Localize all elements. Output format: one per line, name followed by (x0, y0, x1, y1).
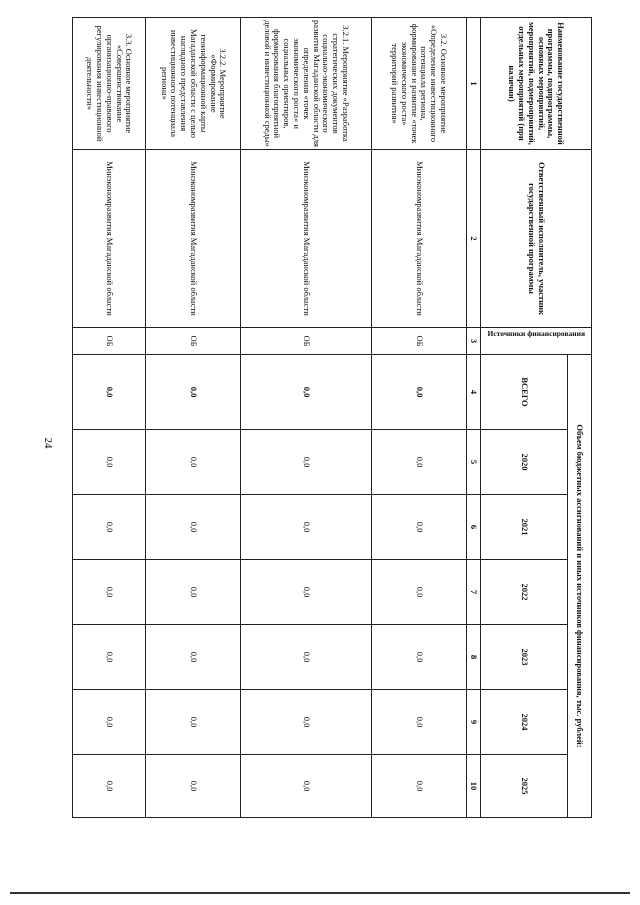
row-value: 0,0 (73, 625, 146, 690)
row-value: 0,0 (241, 755, 372, 818)
row-value: 0,0 (371, 495, 466, 560)
col-number: 2 (466, 150, 480, 328)
col-number: 5 (466, 430, 480, 495)
row-value: 0,0 (241, 560, 372, 625)
row-value: 0,0 (241, 625, 372, 690)
header-row-numbers (466, 18, 480, 818)
row-value: 0,0 (146, 430, 241, 495)
row-value: 0,0 (73, 495, 146, 560)
col-number: 1 (466, 18, 480, 150)
row-value: 0,0 (146, 560, 241, 625)
row-value: 0,0 (73, 560, 146, 625)
table-row (73, 18, 146, 818)
header-year: 2020 (480, 430, 567, 495)
row-name: 3.3. Основное мероприятие «Совершенствование организационно-правового регулирования инвестиционной деятельности» (73, 18, 146, 150)
table-row (241, 18, 372, 818)
row-value: 0,0 (371, 755, 466, 818)
row-name: 3.2.2. Мероприятие «Формирование геоинформационной карты Магаданской области с целью наглядного представления инвестиционного потенциала региона» (146, 18, 241, 150)
page-number: 24 (42, 437, 54, 449)
row-value: 0,0 (73, 690, 146, 755)
row-value: 0,0 (146, 625, 241, 690)
row-source: ОБ (241, 328, 372, 355)
row-value: 0,0 (146, 495, 241, 560)
table-row (371, 18, 466, 818)
row-value: 0,0 (371, 625, 466, 690)
row-source: ОБ (146, 328, 241, 355)
row-total: 0,0 (146, 355, 241, 430)
header-volume: Объем бюджетных ассигнований и иных источников финансирования, тыс. рублей: (567, 355, 591, 818)
col-number: 10 (466, 755, 480, 818)
row-total: 0,0 (241, 355, 372, 430)
header-name: Наименование государственной программы, подпрограммы, основных мероприятий, мероприятий, подмероприятий, отдельных мероприятий (при наличии) (480, 18, 591, 150)
row-value: 0,0 (146, 755, 241, 818)
header-year: 2024 (480, 690, 567, 755)
row-executor: Минэкономразвития Магаданской области (146, 150, 241, 328)
col-number: 6 (466, 495, 480, 560)
row-executor: Минэкономразвития Магаданской области (371, 150, 466, 328)
row-value: 0,0 (146, 690, 241, 755)
header-year: 2021 (480, 495, 567, 560)
row-value: 0,0 (371, 690, 466, 755)
row-value: 0,0 (371, 560, 466, 625)
header-executor: Ответственный исполнитель, участник государственной программы (480, 150, 591, 328)
header-total: ВСЕГО (480, 355, 567, 430)
col-number: 3 (466, 328, 480, 355)
header-row-top (567, 18, 591, 818)
row-source: ОБ (73, 328, 146, 355)
row-total: 0,0 (73, 355, 146, 430)
financing-table (72, 17, 592, 818)
col-number: 4 (466, 355, 480, 430)
row-value: 0,0 (73, 430, 146, 495)
table-row (146, 18, 241, 818)
header-year: 2022 (480, 560, 567, 625)
row-source: ОБ (371, 328, 466, 355)
col-number: 8 (466, 625, 480, 690)
bottom-divider (10, 892, 630, 894)
row-value: 0,0 (241, 430, 372, 495)
col-number: 7 (466, 560, 480, 625)
row-executor: Минэкономразвития Магаданской области (241, 150, 372, 328)
row-value: 0,0 (241, 495, 372, 560)
row-name: 3.2.1. Мероприятие «Разработка стратегических документов социально-экономического развития Магаданской области для определения «точек экономического роста» и социальных ориентиров, формирования благоприятной деловой и инвестиционной среды» (241, 18, 372, 150)
header-source (480, 328, 591, 355)
header-year: 2025 (480, 755, 567, 818)
row-value: 0,0 (73, 755, 146, 818)
row-executor: Минэкономразвития Магаданской области (73, 150, 146, 328)
row-value: 0,0 (241, 690, 372, 755)
row-value: 0,0 (371, 430, 466, 495)
row-name: 3.2. Основное мероприятие «Определение инвестиционного потенциала региона, формирование и развитие «точек экономического роста» территорий развития» (371, 18, 466, 150)
rotated-table-container (72, 17, 592, 817)
row-total: 0,0 (371, 355, 466, 430)
col-number: 9 (466, 690, 480, 755)
header-source-text: Источники финансирования (487, 329, 585, 338)
header-year: 2023 (480, 625, 567, 690)
